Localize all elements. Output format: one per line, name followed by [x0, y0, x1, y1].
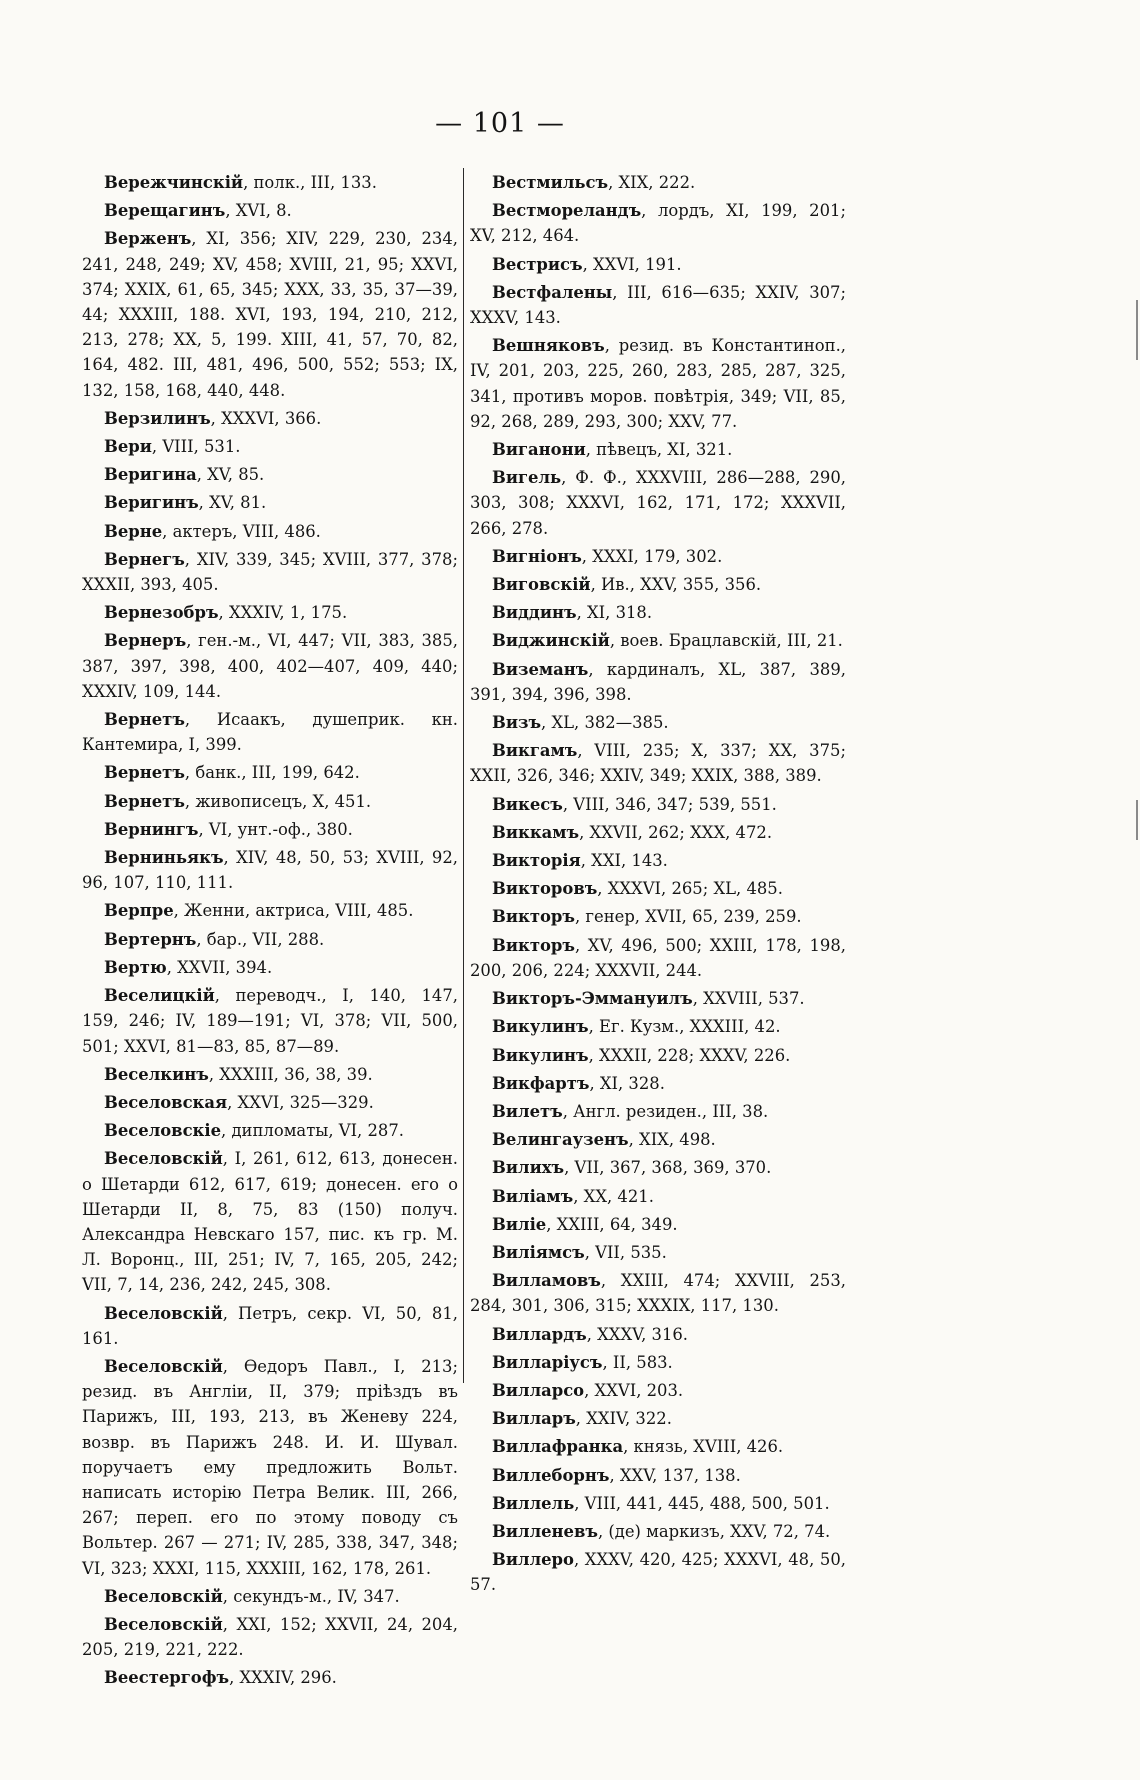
- index-entry: [470, 572, 846, 597]
- entry-headword: Веселкинъ: [104, 1064, 209, 1084]
- entry-references: , Ег. Кузм., XXXIII, 42.: [588, 1017, 781, 1037]
- entry-references: , XXIII, 64, 349.: [546, 1214, 678, 1234]
- index-entry: [470, 600, 846, 625]
- entry-headword: Виллеро: [492, 1550, 574, 1570]
- index-entry: [82, 406, 458, 431]
- index-entry: [470, 1184, 846, 1209]
- index-entry: [470, 1378, 846, 1403]
- entry-headword: Виллель: [492, 1493, 575, 1513]
- entry-references: , генер, XVII, 65, 239, 259.: [574, 907, 802, 927]
- index-entry: [470, 1350, 846, 1375]
- index-entry: [470, 1491, 846, 1516]
- entry-references: , актеръ, VIII, 486.: [162, 521, 321, 541]
- index-entry: [470, 1014, 846, 1039]
- entry-references: , Өедоръ Павл., I, 213; резид. въ Англіи, II, 379; пріѣздъ въ Парижъ, III, 193, 213, въ Женеву 224, возвр. въ Парижъ 248. И. И. Шувал. поручаетъ ему предложить Вольт. написать исторію Петра Велик. III, 266, 267; перeп. его по этому поводу съ Вольтер. 267 — 271; IV, 285, 338, 347, 348; VI, 323; XXXI, 115, XXXIII, 162, 178, 261.: [82, 1356, 458, 1578]
- index-entry: [470, 1322, 846, 1347]
- entry-references: , Ф. Ф., XXXVIII, 286—288, 290, 303, 308; XXXVI, 162, 171, 172; XXXVII, 266, 278.: [470, 468, 846, 538]
- entry-headword: Виземанъ: [492, 659, 589, 679]
- entry-headword: Вигель: [492, 468, 562, 488]
- entry-headword: Веселицкій: [104, 986, 215, 1006]
- entry-references: , I, 261, 612, 613, донесен. о Шетарди 612, 617, 619; донесен. его о Шетарди II, 8, 75, 83 (150) получ. Александра Невскаго 157, пис. къ гр. М. Л. Воронц., III, 251; IV, 7, 165, 205, 242; VII, 7, 14, 236, 242, 245, 308.: [82, 1149, 458, 1295]
- entry-headword: Вернетъ: [104, 763, 185, 783]
- entry-references: , ген.-м., VI, 447; VII, 383, 385, 387, 397, 398, 400, 402—407, 409, 440; XXXIV, 109, 144.: [82, 631, 458, 701]
- entry-headword: Вилларсо: [492, 1380, 585, 1400]
- entry-headword: Виллеборнъ: [492, 1465, 610, 1485]
- entry-headword: Вилларъ: [492, 1409, 576, 1429]
- entry-headword: Вертю: [104, 957, 167, 977]
- index-entry: [470, 333, 846, 434]
- entry-headword: Верниньякъ: [104, 848, 224, 868]
- index-entry: [82, 1090, 458, 1115]
- entry-references: , XI, 328.: [589, 1073, 665, 1093]
- entry-headword: Вернезобръ: [104, 603, 219, 623]
- index-entry: [470, 1127, 846, 1152]
- entry-headword: Вернетъ: [104, 710, 185, 730]
- index-entry: [470, 1212, 846, 1237]
- entry-headword: Виганони: [492, 440, 586, 460]
- entry-headword: Вилихъ: [492, 1158, 565, 1178]
- entry-references: , VIII, 346, 347; 539, 551.: [562, 794, 777, 814]
- index-entry: [470, 657, 846, 707]
- entry-headword: Вилетъ: [492, 1101, 563, 1121]
- entry-references: , пѣвецъ, XI, 321.: [585, 440, 733, 460]
- entry-headword: Вернеръ: [104, 631, 187, 651]
- index-entry: [470, 1519, 846, 1544]
- entry-references: , XI, 356; XIV, 229, 230, 234, 241, 248, 249; XV, 458; XVIII, 21, 95; XXVI, 374; XXIX, 61, 65, 345; XXX, 33, 35, 37—39, 44; XXXIII, 188. XVI, 193, 194, 210, 212, 213, 278; XX, 5, 199. XIII, 41, 57, 70, 82, 164, 482. III, 481, 496, 500, 552; 553; IX, 132, 158, 168, 440, 448.: [82, 229, 458, 400]
- index-entry: [82, 547, 458, 597]
- entry-headword: Верне: [104, 521, 163, 541]
- entry-references: , XX, 421.: [573, 1186, 654, 1206]
- index-entry: [82, 198, 458, 223]
- entry-headword: Вилларіусъ: [492, 1352, 603, 1372]
- entry-headword: Викторовъ: [492, 879, 598, 899]
- entry-headword: Викулинъ: [492, 1045, 589, 1065]
- entry-references: , Ив., XXV, 355, 356.: [590, 575, 762, 595]
- index-entry: [470, 1434, 846, 1459]
- entry-references: , XIV, 48, 50, 53; XVIII, 92, 96, 107, 110, 111.: [82, 848, 458, 893]
- entry-headword: Викфартъ: [492, 1073, 590, 1093]
- entry-references: , XXIII, 474; XXVIII, 253, 284, 301, 306, 315; XXXIX, 117, 130.: [470, 1271, 846, 1316]
- entry-headword: Веселовская: [104, 1092, 228, 1112]
- entry-references: , бар., VII, 288.: [196, 929, 325, 949]
- entry-headword: Веселовскіе: [104, 1121, 222, 1141]
- index-entry: [82, 628, 458, 704]
- entry-headword: Вертернъ: [104, 929, 197, 949]
- entry-references: , воев. Брацлавскій, III, 21.: [609, 631, 843, 651]
- entry-references: , XVI, 8.: [225, 201, 292, 221]
- index-entry: [82, 1584, 458, 1609]
- index-entry: [82, 1118, 458, 1143]
- scan-edge-mark: [1136, 800, 1138, 840]
- entry-headword: Виллафранка: [492, 1437, 624, 1457]
- index-entry: [82, 983, 458, 1059]
- entry-references: , VIII, 531.: [151, 437, 241, 457]
- entry-headword: Вестмильсъ: [492, 173, 609, 192]
- index-entry: [470, 1155, 846, 1180]
- entry-headword: Веселовскій: [104, 1303, 223, 1323]
- entry-headword: Вешняковъ: [492, 336, 605, 356]
- entry-references: , полк., III, 133.: [243, 173, 377, 192]
- index-entry: [470, 738, 846, 788]
- index-entry: [470, 198, 846, 248]
- right-column: [470, 170, 846, 1598]
- entry-headword: Викторъ: [492, 935, 575, 955]
- entry-headword: Вережчинскій: [104, 173, 244, 192]
- index-entry: [470, 1099, 846, 1124]
- index-entry: [470, 170, 846, 195]
- entry-references: , XIX, 222.: [608, 173, 696, 192]
- index-entry: [470, 710, 846, 735]
- entry-references: , XXXV, 316.: [586, 1324, 689, 1344]
- index-entry: [82, 1062, 458, 1087]
- entry-headword: Веестергофъ: [104, 1668, 230, 1688]
- index-entry: [82, 1354, 458, 1581]
- entry-references: , VIII, 441, 445, 488, 500, 501.: [574, 1493, 830, 1513]
- entry-references: , XXXIV, 1, 175.: [218, 603, 348, 623]
- index-entry: [470, 904, 846, 929]
- entry-references: , XIX, 498.: [628, 1130, 716, 1150]
- entry-references: , XL, 382—385.: [541, 713, 669, 733]
- index-entry: [82, 1146, 458, 1297]
- entry-headword: Веригинъ: [104, 493, 199, 513]
- entry-references: , XXIV, 322.: [575, 1409, 672, 1429]
- entry-references: , XXVI, 325—329.: [227, 1092, 374, 1112]
- entry-references: , XXXV, 420, 425; XXXVI, 48, 50, 57.: [470, 1550, 846, 1595]
- entry-headword: Викторія: [492, 851, 581, 871]
- entry-headword: Велингаузенъ: [492, 1130, 629, 1150]
- entry-headword: Виллардъ: [492, 1324, 587, 1344]
- entry-headword: Виліамъ: [492, 1186, 574, 1206]
- entry-headword: Верпре: [104, 901, 174, 921]
- entry-headword: Вилламовъ: [492, 1271, 601, 1291]
- entry-references: , VII, 367, 368, 369, 370.: [564, 1158, 772, 1178]
- entry-headword: Вери: [104, 437, 152, 457]
- entry-references: , XXVI, 191.: [582, 254, 682, 274]
- index-entry: [470, 1463, 846, 1488]
- index-entry: [82, 600, 458, 625]
- entry-headword: Вилленевъ: [492, 1521, 598, 1541]
- index-entry: [82, 226, 458, 402]
- entry-references: , переводч., I, 140, 147, 159, 246; IV, 189—191; VI, 378; VII, 500, 501; XXVI, 81—83, 85, 87—89.: [82, 986, 458, 1056]
- index-entry: [82, 490, 458, 515]
- index-entry: [470, 986, 846, 1011]
- entry-headword: Викторъ: [492, 907, 575, 927]
- index-entry: [470, 1268, 846, 1318]
- index-entry: [470, 1240, 846, 1265]
- left-column: [82, 170, 458, 1691]
- index-entry: [82, 845, 458, 895]
- index-entry: [470, 628, 846, 653]
- entry-references: , Женни, актриса, VIII, 485.: [173, 901, 414, 921]
- index-entry: [82, 817, 458, 842]
- index-entry: [82, 434, 458, 459]
- entry-references: , живописецъ, X, 451.: [184, 791, 372, 811]
- entry-references: , (де) маркизъ, XXV, 72, 74.: [597, 1521, 831, 1541]
- index-entry: [470, 437, 846, 462]
- index-entry: [470, 792, 846, 817]
- entry-references: , XV, 496, 500; XXIII, 178, 198, 200, 206, 224; XXXVII, 244.: [470, 935, 846, 980]
- index-entry: [82, 519, 458, 544]
- index-entry: [470, 1043, 846, 1068]
- entry-references: , Исаакъ, душеприк. кн. Кантемира, I, 399.: [82, 710, 458, 755]
- entry-headword: Викторъ-Эммануилъ: [492, 989, 693, 1009]
- index-entry: [82, 462, 458, 487]
- entry-headword: Вернегъ: [104, 549, 185, 569]
- entry-references: , XV, 85.: [196, 465, 265, 485]
- entry-references: , XV, 81.: [198, 493, 267, 513]
- entry-headword: Вестмореландъ: [492, 201, 642, 221]
- index-entry: [470, 876, 846, 901]
- index-entry: [470, 820, 846, 845]
- entry-references: , VII, 535.: [584, 1242, 667, 1262]
- entry-references: , XXI, 152; XXVII, 24, 204, 205, 219, 221, 222.: [82, 1614, 458, 1660]
- index-entry: [82, 760, 458, 785]
- entry-headword: Верзилинъ: [104, 408, 211, 428]
- entry-references: , XXXIV, 296.: [229, 1668, 337, 1688]
- entry-headword: Викулинъ: [492, 1017, 589, 1037]
- index-entry: [82, 927, 458, 952]
- entry-headword: Веселовскій: [104, 1586, 223, 1606]
- entry-headword: Виддинъ: [492, 603, 577, 623]
- entry-headword: Вернетъ: [104, 791, 185, 811]
- entry-references: , VI, унт.-оф., 380.: [198, 819, 353, 839]
- page-number: — 101 —: [435, 108, 565, 139]
- entry-references: , XXVII, 262; XXX, 472.: [579, 822, 773, 842]
- entry-references: , XXV, 137, 138.: [609, 1465, 741, 1485]
- index-entry: [82, 789, 458, 814]
- entry-references: , XXVIII, 537.: [692, 989, 805, 1009]
- entry-references: , банк., III, 199, 642.: [184, 763, 360, 783]
- index-entry: [470, 465, 846, 541]
- entry-references: , XXI, 143.: [580, 851, 668, 871]
- entry-references: , XXVI, 203.: [584, 1380, 684, 1400]
- entry-headword: Веселовскій: [104, 1614, 223, 1634]
- scan-edge-mark: [1136, 300, 1138, 360]
- index-entry: [470, 1071, 846, 1096]
- column-divider: [463, 168, 464, 1383]
- index-entry: [82, 707, 458, 757]
- index-entry: [470, 544, 846, 569]
- entry-references: , князь, XVIII, 426.: [623, 1437, 784, 1457]
- entry-references: , лордъ, XI, 199, 201; XV, 212, 464.: [470, 201, 846, 246]
- entry-headword: Виліе: [492, 1214, 547, 1234]
- entry-references: , II, 583.: [602, 1352, 673, 1372]
- entry-headword: Вестфалены: [492, 282, 613, 302]
- index-entry: [470, 280, 846, 330]
- index-entry: [470, 848, 846, 873]
- entry-headword: Визъ: [492, 713, 542, 733]
- entry-headword: Вигніонъ: [492, 546, 582, 566]
- index-entry: [82, 898, 458, 923]
- entry-references: , Петръ, секр. VI, 50, 81, 161.: [82, 1303, 458, 1348]
- index-entry: [470, 1406, 846, 1431]
- entry-headword: Викесъ: [492, 794, 563, 814]
- entry-references: , кардиналъ, XL, 387, 389, 391, 394, 396, 398.: [470, 659, 846, 704]
- entry-headword: Виговскій: [492, 575, 591, 595]
- entry-headword: Викгамъ: [492, 741, 578, 761]
- index-entry: [82, 1301, 458, 1351]
- entry-references: , секундъ-м., IV, 347.: [222, 1586, 400, 1606]
- entry-headword: Виджинскій: [492, 631, 610, 651]
- index-entry: [470, 1547, 846, 1597]
- entry-references: , VIII, 235; X, 337; XX, 375; XXII, 326, 346; XXIV, 349; XXIX, 388, 389.: [470, 741, 846, 786]
- index-entry: [82, 1612, 458, 1662]
- entry-references: , XXXVI, 265; XL, 485.: [597, 879, 783, 899]
- entry-headword: Виккамъ: [492, 822, 580, 842]
- entry-references: , XXVII, 394.: [166, 957, 273, 977]
- entry-references: , Англ. резиден., III, 38.: [562, 1101, 769, 1121]
- entry-references: , XIV, 339, 345; XVIII, 377, 378; XXXII, 393, 405.: [82, 549, 458, 595]
- entry-references: , XXXII, 228; XXXV, 226.: [588, 1045, 791, 1065]
- index-entry: [82, 955, 458, 980]
- entry-headword: Верещагинъ: [104, 201, 226, 221]
- index-entry: [82, 170, 458, 195]
- index-entry: [470, 252, 846, 277]
- entry-references: , резид. въ Константиноп., IV, 201, 203, 225, 260, 283, 285, 287, 325, 341, противъ моров. повѣтрія, 349; VII, 85, 92, 268, 289, 293, 300; XXV, 77.: [470, 336, 846, 431]
- entry-headword: Верженъ: [104, 229, 192, 249]
- entry-headword: Веригина: [104, 465, 197, 485]
- entry-headword: Виліямсъ: [492, 1242, 585, 1262]
- index-entry: [82, 1665, 458, 1690]
- entry-headword: Вернингъ: [104, 819, 199, 839]
- index-entry: [470, 933, 846, 983]
- entry-references: , III, 616—635; XXIV, 307; XXXV, 143.: [470, 282, 846, 328]
- entry-references: , дипломаты, VI, 287.: [221, 1121, 404, 1141]
- entry-references: , XXXI, 179, 302.: [581, 546, 723, 566]
- entry-references: , XI, 318.: [576, 603, 653, 623]
- entry-references: , XXXIII, 36, 38, 39.: [208, 1064, 373, 1084]
- entry-headword: Веселовскій: [104, 1149, 223, 1169]
- entry-headword: Веселовскій: [104, 1356, 223, 1376]
- entry-references: , XXXVI, 366.: [210, 408, 322, 428]
- entry-headword: Вестрисъ: [492, 254, 583, 274]
